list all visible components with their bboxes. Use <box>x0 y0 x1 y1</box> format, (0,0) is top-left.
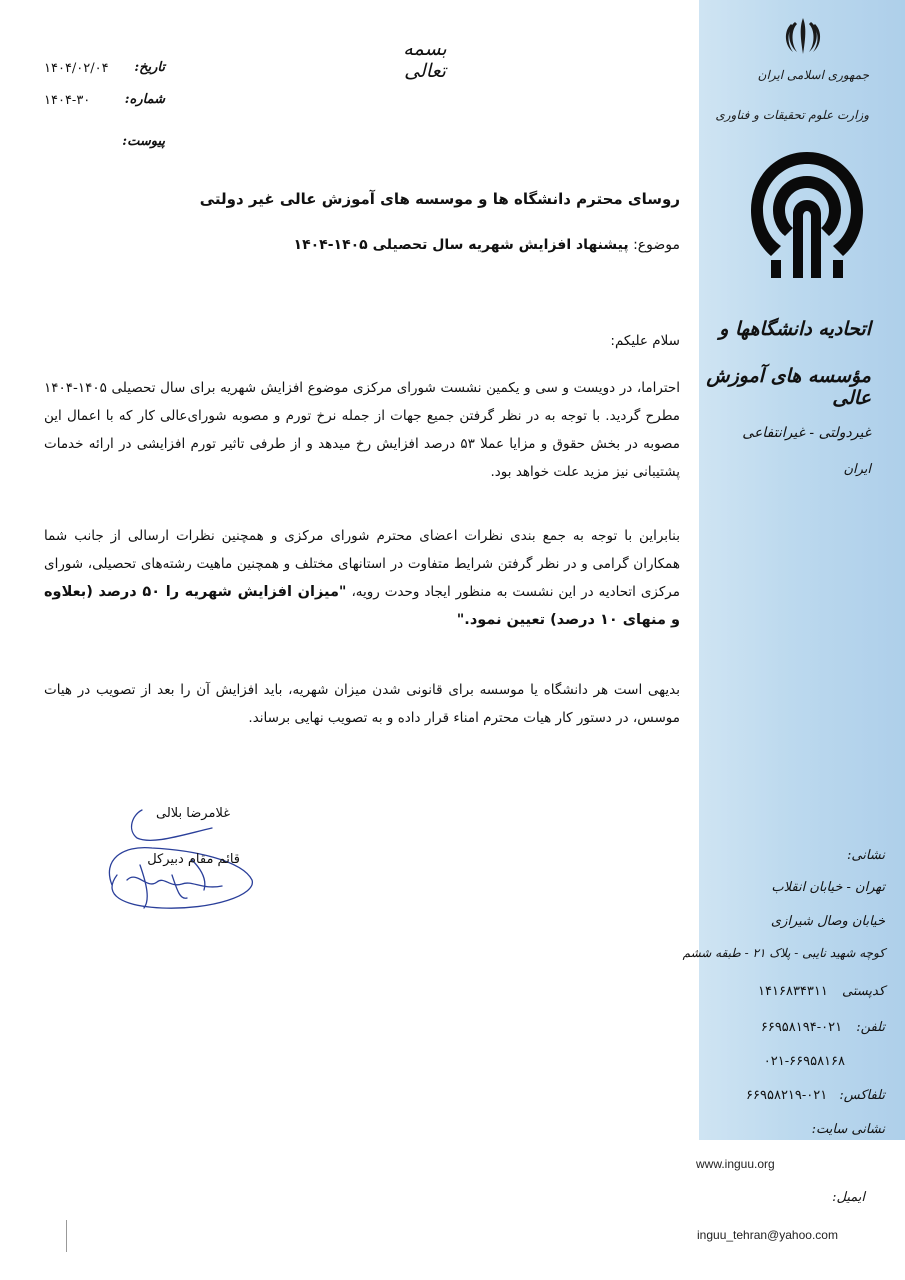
phone-value-2: ۰۲۱-۶۶۹۵۸۱۶۸ <box>763 1054 845 1069</box>
number-label: شماره: <box>124 92 165 107</box>
postal-value: ۱۴۱۶۸۳۴۳۱۱ <box>758 984 828 999</box>
attachment-label: پیوست: <box>122 134 165 149</box>
letterhead-sidebar <box>682 0 905 1280</box>
paragraph-2-emphasis: "میزان افزایش شهریه را ۵۰ درصد (بعلاوه و منهای ۱۰ درصد) تعیین نمود." <box>44 584 680 628</box>
union-name-line-2: مؤسسه های آموزش عالی <box>706 365 871 409</box>
phone-label: تلفن: <box>856 1020 885 1035</box>
date-value: ۱۴۰۴/۰۲/۰۴ <box>44 61 109 76</box>
paragraph-2-text: بنابراین با توجه به جمع بندی نظرات اعضای محترم شورای مرکزی و همچنین نظرات ارسالی از جانب شما همکاران گرامی و در نظر گرفتن شرایط متفاوت در استانهای مختلف و همچنین ماهیت رشته‌های تحصیلی، شورای مرکزی اتحادیه در این نشست به منظور ایجاد وحدت رویه، <box>44 528 680 600</box>
subject-line <box>120 237 680 253</box>
phone-row-1 <box>761 1020 885 1035</box>
margin-rule <box>66 1220 67 1252</box>
union-logo-icon <box>747 150 867 280</box>
address-line-3: کوچه شهید نایبی - پلاک ۲۱ - طبقه ششم <box>682 946 885 960</box>
subject-label: موضوع: <box>633 237 680 253</box>
email-link[interactable]: inguu_tehran@yahoo.com <box>697 1228 838 1242</box>
union-name-line-3: غیردولتی - غیرانتفاعی <box>742 425 871 441</box>
paragraph-1: احتراما، در دویست و سی و یکمین نشست شورای مرکزی موضوع افزایش شهریه برای سال تحصیلی ۱۴۰۵-۱۴۰۴ مطرح گردید. با توجه به در نظر گرفتن جمیع جهات از جمله نرخ تورم و مصوبه شورای‌عالی کار که با اعمال این مصوبه در بخش حقوق و مزایا عملا ۵۳ درصد افزایش رخ میدهد و از طرفی تاثیر تورم افزایشی در ارائه خدمات پشتیبانی نیز مزید علت خواهد بود. <box>44 380 680 480</box>
gov-line-2: وزارت علوم تحقیقات و فناوری <box>715 108 869 122</box>
bismillah-heading: بسمه تعالی <box>403 38 447 82</box>
website-label: نشانی سایت: <box>811 1122 885 1137</box>
postal-label: کدپستی <box>842 984 885 999</box>
postal-row <box>758 984 885 999</box>
signer-name: غلامرضا بلالی <box>156 806 230 821</box>
number-row <box>40 92 165 114</box>
paragraph-2 <box>44 522 680 634</box>
signer-title: قائم مقام دبیرکل <box>147 852 240 867</box>
address-label: نشانی: <box>846 848 885 863</box>
date-row <box>40 60 165 82</box>
fax-value: ۰۲۱-۶۶۹۵۸۲۱۹ <box>746 1088 828 1103</box>
recipient-line: روسای محترم دانشگاه ها و موسسه های آموزش عالی غیر دولتی <box>199 190 680 208</box>
date-label: تاریخ: <box>134 60 165 75</box>
union-name-line-4: ایران <box>843 462 871 477</box>
fax-label: تلفاکس: <box>839 1088 885 1103</box>
address-line-1: تهران - خیابان انقلاب <box>771 880 885 895</box>
attachment-row <box>40 134 165 156</box>
iran-emblem-icon <box>781 14 825 58</box>
greeting: سلام علیکم: <box>610 333 680 349</box>
phone-value-1: ۰۲۱-۶۶۹۵۸۱۹۴ <box>760 1020 843 1035</box>
address-line-2: خیابان وصال شیرازی <box>770 914 885 929</box>
paragraph-3: بدیهی است هر دانشگاه یا موسسه برای قانونی شدن میزان شهریه، باید افزایش آن را بعد از تصویب در هیات موسس، در دستور کار هیات محترم امناء قرار داده و به تصویب نهایی برساند. <box>44 682 680 726</box>
subject-text: پیشنهاد افزایش شهریه سال تحصیلی ۱۴۰۵-۱۴۰۴ <box>293 237 629 253</box>
number-value: ۱۴۰۴-۳۰ <box>44 93 91 108</box>
email-label: ایمیل: <box>832 1190 865 1205</box>
gov-line-1: جمهوری اسلامی ایران <box>757 68 869 82</box>
website-link[interactable]: www.inguu.org <box>696 1157 775 1171</box>
union-name-line-1: اتحادیه دانشگاهها و <box>719 318 871 340</box>
fax-row <box>746 1088 885 1103</box>
